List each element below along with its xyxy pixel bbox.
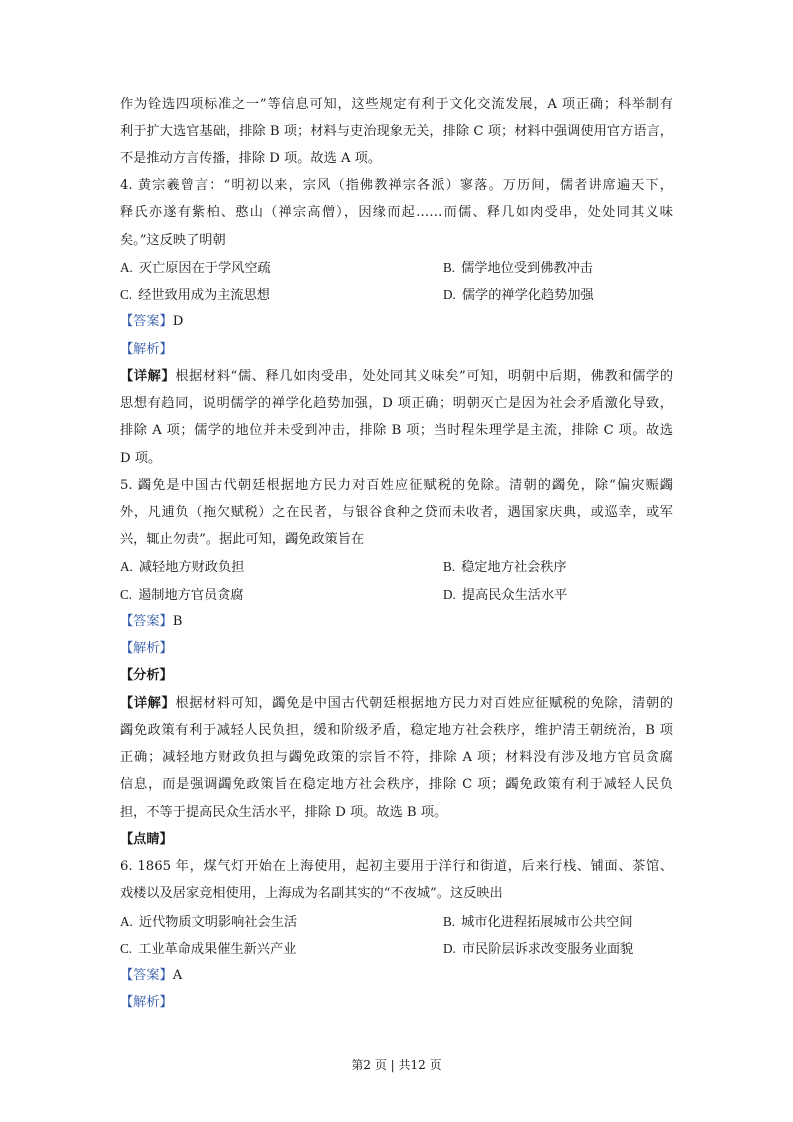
answer-value: D [172, 314, 184, 330]
analysis-label: 【解析】 [120, 641, 173, 657]
answer-label: 【答案】 [120, 613, 173, 629]
option-b [443, 908, 673, 935]
detail-label: 【详解】 [120, 695, 176, 711]
option-letter: C. [120, 586, 133, 602]
option-letter: A. [120, 559, 133, 575]
tip-heading [120, 826, 673, 853]
answer-label: 【答案】 [120, 968, 173, 983]
detail-line: D 项。 [120, 450, 162, 466]
answer-value: B [172, 613, 183, 629]
option-a [120, 908, 443, 935]
option-letter: C. [120, 287, 133, 303]
option-text: 儒学的禅学化趋势加强 [461, 288, 594, 304]
question-6-options-row [120, 908, 673, 935]
question-4-options-row [120, 254, 673, 281]
option-letter: D. [443, 287, 456, 303]
detail-text: 根据材料“儒、释几如肉受串，处处同其义味矣”可知，明朝中后期，佛教和儒学的 [175, 368, 673, 384]
option-c [120, 935, 443, 962]
option-text: 提高民众生活水平 [461, 587, 568, 603]
question-5-options-row [120, 553, 673, 580]
question-5-options-row [120, 581, 673, 608]
answer-line [120, 608, 673, 635]
tip-label: 【点睛】 [120, 831, 173, 847]
option-d [443, 935, 673, 962]
breakdown-heading [120, 662, 673, 689]
answer-line [120, 962, 673, 989]
breakdown-label: 【分析】 [120, 668, 173, 684]
option-letter: D. [443, 940, 456, 956]
question-5-stem-line: 外，凡逋负（拖欠赋税）之在民者，与银谷食种之贷而未收者，遇国家庆典，或巡幸，或军 [120, 505, 673, 521]
text-line: 作为铨选四项标准之一”等信息可知，这些规定有利于文化交流发展，A 项正确；科举制有 [120, 96, 673, 112]
question-4-stem-line: 4. 黄宗羲曾言：“明初以来，宗风（指佛教禅宗各派）寥落。万历间，儒者讲席遍天下， [120, 178, 673, 194]
option-text: 遏制地方官员贪腐 [138, 587, 244, 603]
detail-line: 正确；减轻地方财政负担与蠲免政策的宗旨不符，排除 A 项；材料没有涉及地方官员贪腐 [120, 750, 673, 766]
option-text: 减轻地方财政负担 [138, 560, 245, 576]
detail-line: 思想有趋同，说明儒学的禅学化趋势加强，D 项正确；明朝灭亡是因为社会矛盾激化导致， [120, 396, 673, 412]
option-text: 灭亡原因在于学风空疏 [138, 260, 271, 276]
page-footer: 第2 页 | 共12 页 [351, 1058, 442, 1072]
option-text: 儒学地位受到佛教冲击 [461, 260, 593, 276]
detail-line [120, 690, 673, 717]
detail-line: 担，不等于提高民众生活水平，排除 D 项。故选 B 项。 [120, 804, 448, 820]
analysis-heading [120, 336, 673, 363]
question-4-stem-line: 矣。”这反映了明朝 [120, 232, 226, 248]
option-letter: B. [443, 559, 456, 575]
option-letter: A. [120, 913, 133, 929]
option-text: 稳定地方社会秩序 [461, 560, 567, 576]
question-6-options-row [120, 935, 673, 962]
option-c [120, 581, 443, 608]
option-letter: A. [120, 259, 133, 275]
option-b [443, 553, 673, 580]
analysis-label: 【解析】 [120, 341, 173, 357]
option-d [443, 581, 673, 608]
answer-label: 【答案】 [120, 314, 173, 330]
answer-value: A [172, 968, 183, 983]
analysis-label: 【解析】 [120, 995, 173, 1011]
option-a [120, 254, 443, 281]
page-content [120, 91, 673, 1017]
option-text: 工业革命成果催生新兴产业 [138, 941, 297, 957]
text-line: 利于扩大选官基础，排除 B 项；材料与吏治现象无关，排除 C 项；材料中强调使用官方语言， [120, 123, 673, 139]
question-4-stem-line: 释氏亦遂有紫柏、憨山（禅宗高僧），因缘而起……而儒、释几如肉受串，处处同其义味 [120, 205, 673, 221]
option-text: 市民阶层诉求改变服务业面貌 [461, 941, 634, 957]
analysis-heading [120, 635, 673, 662]
analysis-heading [120, 989, 673, 1016]
option-letter: C. [120, 940, 133, 956]
question-6-stem-line: 戏楼以及居家竞相使用，上海成为名副其实的“不夜城”。这反映出 [120, 886, 503, 902]
question-5-stem-line: 5. 蠲免是中国古代朝廷根据地方民力对百姓应征赋税的免除。清朝的蠲免，除“偏灾赈蠲 [120, 477, 673, 493]
option-letter: B. [443, 259, 456, 275]
option-letter: B. [443, 913, 456, 929]
text-line: 不是推动方言传播，排除 D 项。故选 A 项。 [120, 150, 382, 166]
question-6-stem-line: 6. 1865 年，煤气灯开始在上海使用，起初主要用于洋行和街道，后来行栈、铺面、茶馆、 [120, 859, 673, 875]
option-letter: D. [443, 586, 456, 602]
option-c [120, 281, 443, 308]
option-text: 城市化进程拓展城市公共空间 [461, 914, 633, 930]
detail-line: 信息，而是强调蠲免政策旨在稳定地方社会秩序，排除 C 项；蠲免政策有利于减轻人民负 [120, 777, 673, 793]
question-5-stem-line: 兴，辄止勿责”。据此可知，蠲免政策旨在 [120, 532, 365, 548]
answer-line [120, 308, 673, 335]
option-b [443, 254, 673, 281]
option-a [120, 553, 443, 580]
detail-line: 排除 A 项；儒学的地位并未受到冲击，排除 B 项；当时程朱理学是主流，排除 C 项。故选 [120, 423, 673, 439]
option-text: 经世致用成为主流思想 [138, 288, 270, 304]
option-text: 近代物质文明影响社会生活 [138, 914, 298, 930]
question-4-options-row [120, 281, 673, 308]
option-d [443, 281, 673, 308]
detail-text: 根据材料可知，蠲免是中国古代朝廷根据地方民力对百姓应征赋税的免除，清朝的 [175, 695, 673, 711]
detail-label: 【详解】 [120, 368, 176, 384]
detail-line: 蠲免政策有利于减轻人民负担，缓和阶级矛盾，稳定地方社会秩序，维护清王朝统治，B 项 [120, 722, 673, 738]
detail-line [120, 363, 673, 390]
